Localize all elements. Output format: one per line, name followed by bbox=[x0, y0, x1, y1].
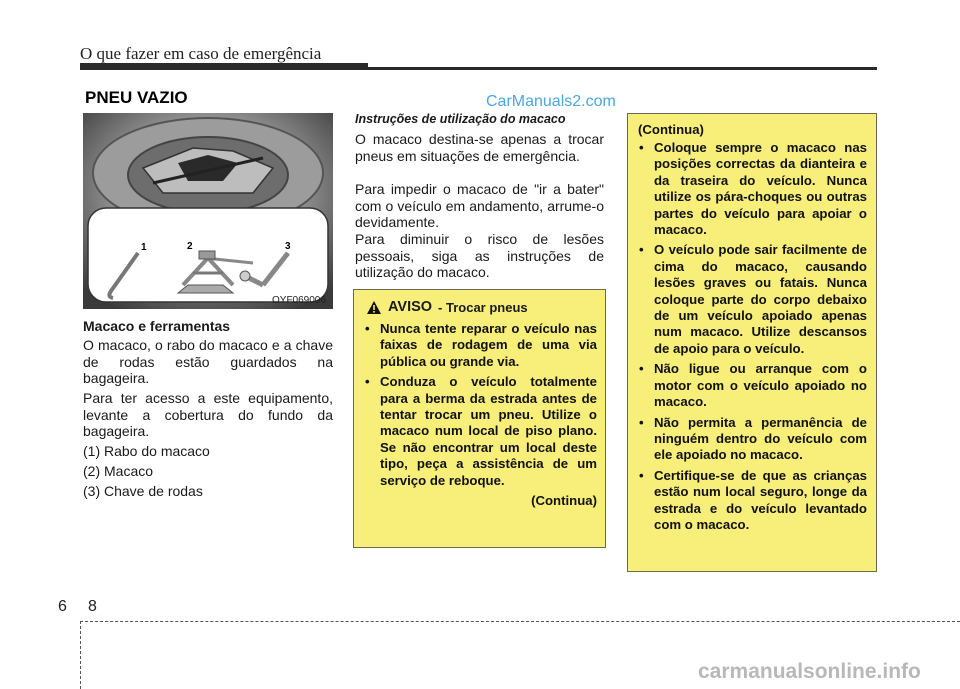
page-number: 8 bbox=[88, 598, 97, 615]
warning-list bbox=[638, 140, 867, 533]
warning-box-continued bbox=[627, 113, 877, 572]
callout-1: 1 bbox=[141, 242, 147, 253]
list-item: (3) Chave de rodas bbox=[83, 483, 203, 499]
tools-paragraph-1: O macaco, o rabo do macaco e a chave de rodas estão guardados na bagageira. bbox=[83, 337, 333, 387]
watermark-bottom: carmanualsonline.info bbox=[698, 660, 921, 683]
warning-item: • Não ligue ou arranque com o motor com o veículo apoiado no macaco. bbox=[638, 361, 867, 410]
warning-item: • O veículo pode sair facilmente de cima do macaco, causando lesões graves ou fatais. Nunca coloque parte do corpo debaixo de um veículo apoiado apenas num macaco. Utilize descansos de apoio para o veículo. bbox=[638, 242, 867, 357]
section-title: PNEU VAZIO bbox=[85, 88, 188, 107]
footer-divider bbox=[80, 621, 960, 622]
warning-item: • Certifique-se de que as crianças estão num local seguro, longe da estrada e do veículo levantado com o macaco. bbox=[638, 468, 867, 534]
tools-heading: Macaco e ferramentas bbox=[83, 318, 231, 334]
header-rule bbox=[80, 67, 877, 70]
trunk-photo bbox=[83, 113, 333, 309]
jack-paragraph-3: Para diminuir o risco de lesões pessoais, siga as instruções de utilização do macaco. bbox=[355, 231, 604, 281]
list-item: (2) Macaco bbox=[83, 463, 154, 479]
warning-item: • Não permita a permanência de ninguém dentro do veículo com ele apoiado no macaco. bbox=[638, 415, 867, 464]
callout-3: 3 bbox=[285, 241, 291, 252]
jack-instructions-heading: Instruções de utilização do macaco bbox=[355, 112, 566, 126]
list-item: (1) Rabo do macaco bbox=[83, 443, 210, 459]
footer-vertical-divider bbox=[80, 621, 81, 689]
watermark-top: CarManuals2.com bbox=[486, 93, 616, 110]
figure-code: OYF069006 bbox=[272, 295, 326, 306]
tools-paragraph-2: Para ter acesso a este equipamento, levante a cobertura do fundo da bagageira. bbox=[83, 390, 333, 440]
trunk-tools-figure bbox=[83, 113, 333, 309]
warning-item: • Conduza o veículo totalmente para a berma da estrada antes de tentar trocar um pneu. Utilize o macaco num local de piso plano. Se não encontrar um local deste tipo, peça a assistência de um serviço de reboque. bbox=[364, 374, 597, 489]
callout-2: 2 bbox=[187, 241, 193, 252]
continued-label: (Continua) bbox=[638, 122, 704, 137]
jack-paragraph-2: Para impedir o macaco de "ir a bater" com o veículo em andamento, arrume-o devidamente. bbox=[355, 181, 604, 231]
jack-paragraph-1: O macaco destina-se apenas a trocar pneus em situações de emergência. bbox=[355, 131, 604, 164]
warning-item: • Coloque sempre o macaco nas posições correctas da dianteira e da traseira do veículo. Nunca utilize os pára-choques ou outras partes do veículo para apoiar o macaco. bbox=[638, 140, 867, 238]
warning-box-tire-change bbox=[353, 289, 606, 548]
warning-header bbox=[366, 299, 597, 315]
warning-subtitle: - Trocar pneus bbox=[438, 299, 528, 315]
continues-label: (Continua) bbox=[531, 493, 597, 509]
warning-item: • Nunca tente reparar o veículo nas faixas de rodagem de uma via pública ou grande via. bbox=[364, 321, 597, 370]
chapter-title: O que fazer em caso de emergência bbox=[80, 44, 322, 63]
warning-triangle-icon bbox=[366, 300, 382, 315]
warning-list bbox=[364, 321, 597, 489]
page-chapter-number: 6 bbox=[58, 598, 67, 615]
warning-title: AVISO bbox=[388, 299, 433, 315]
